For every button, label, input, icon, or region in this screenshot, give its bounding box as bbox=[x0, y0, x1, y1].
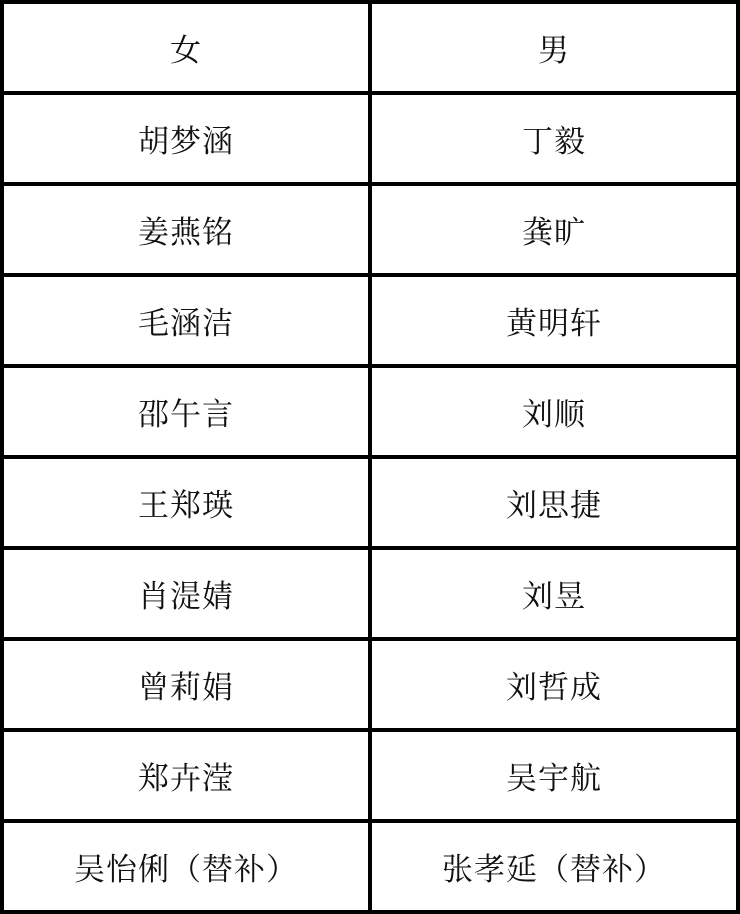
column-header-female: 女 bbox=[2, 2, 370, 93]
table-row bbox=[2, 639, 738, 730]
table-row bbox=[2, 821, 738, 912]
roster-table-head bbox=[2, 2, 738, 93]
table-row bbox=[2, 457, 738, 548]
cell-female-name: 毛涵洁 bbox=[2, 275, 370, 366]
cell-male-name: 黄明轩 bbox=[370, 275, 738, 366]
roster-table-body bbox=[2, 93, 738, 912]
cell-female-name: 邵午言 bbox=[2, 366, 370, 457]
cell-female-name: 胡梦涵 bbox=[2, 93, 370, 184]
cell-male-name: 龚旷 bbox=[370, 184, 738, 275]
table-row bbox=[2, 93, 738, 184]
cell-female-name: 姜燕铭 bbox=[2, 184, 370, 275]
cell-male-name: 吴宇航 bbox=[370, 730, 738, 821]
cell-male-name: 刘思捷 bbox=[370, 457, 738, 548]
table-row bbox=[2, 275, 738, 366]
header-row bbox=[2, 2, 738, 93]
cell-male-name: 刘昱 bbox=[370, 548, 738, 639]
cell-male-name: 刘顺 bbox=[370, 366, 738, 457]
table-row bbox=[2, 366, 738, 457]
table-row bbox=[2, 548, 738, 639]
cell-female-name: 吴怡俐（替补） bbox=[2, 821, 370, 912]
cell-female-name: 郑卉滢 bbox=[2, 730, 370, 821]
cell-female-name: 王郑瑛 bbox=[2, 457, 370, 548]
cell-male-name: 刘哲成 bbox=[370, 639, 738, 730]
cell-female-name: 曾莉娟 bbox=[2, 639, 370, 730]
cell-female-name: 肖湜婧 bbox=[2, 548, 370, 639]
cell-male-name: 张孝延（替补） bbox=[370, 821, 738, 912]
column-header-male: 男 bbox=[370, 2, 738, 93]
table-row bbox=[2, 730, 738, 821]
table-row bbox=[2, 184, 738, 275]
cell-male-name: 丁毅 bbox=[370, 93, 738, 184]
